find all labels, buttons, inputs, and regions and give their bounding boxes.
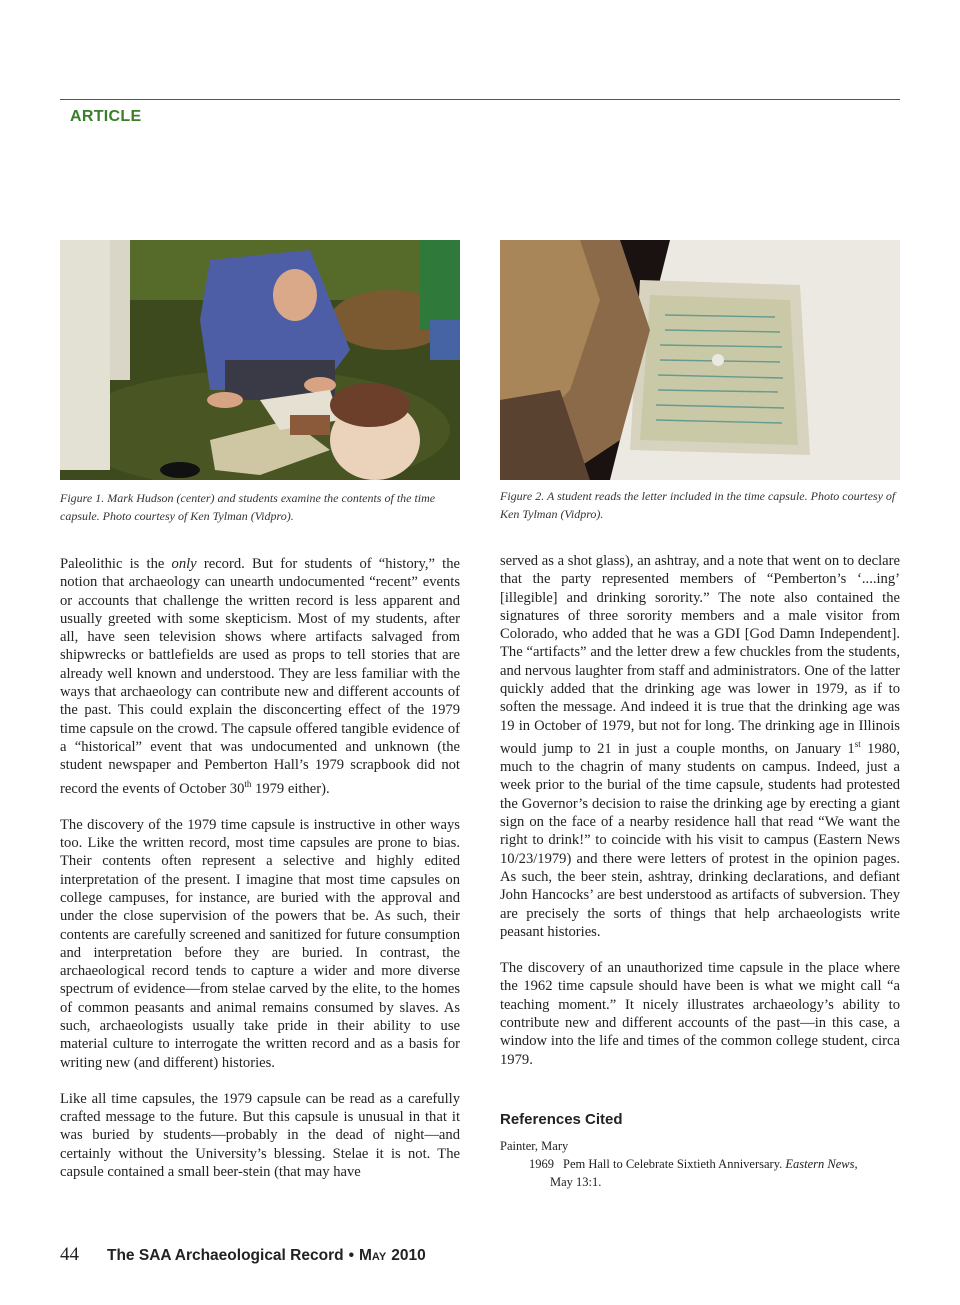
paragraph (60, 555, 460, 798)
paragraph-text: record. But for students of “history,” the notion that archaeology can unearth undocumented “recent” events or accounts that challenge the written record is less apparent and usually greeted with some skepticism. Most of my students, after all, have seen television shows where artifacts salvaged from shipwrecks or battlefields are used as props to tell stories that are already well known and understood. They are less familiar with the ways that archaeology can contribute new and different accounts of the past. This could explain the disconcerting effect of the 1979 time capsule on the crowd. The capsule offered tangible evidence of a “historical” event that was undocumented and unknown (the student newspaper and Pemberton Hall’s 1979 scrapbook did not record the events of October 30 (60, 556, 460, 797)
figure-2-photo (500, 240, 900, 480)
reference-entry (529, 1155, 900, 1173)
paragraph (500, 552, 900, 941)
reference-journal: Eastern News, (785, 1157, 858, 1171)
paragraph: Like all time capsules, the 1979 capsule can be read as a carefully crafted message to the future. But this capsule is unusual in that it was buried by students—probably in the dead of night—and certainly without the University’s blessing. Stelae it is not. The capsule contained a small beer-stein (that may have (60, 1090, 460, 1181)
ordinal-superscript: st (854, 738, 861, 749)
journal-title: The SAA Archaeological Record (107, 1247, 344, 1264)
paragraph-text: Paleolithic is the (60, 556, 172, 572)
paragraph-text: served as a shot glass), an ashtray, and a note that went on to declare that the party represented members of “Pemberton’s ‘....ing’ [illegible] and drinking sorority.” The note also contained the signatures of three sorority members and a male visitor from Colorado, who added that he was a GDI [God Damn Independent]. The “artifacts” and the letter drew a few chuckles from the students, and nervous laughter from staff and administrators. One of the latter quickly added that the drinking age was lower in 1979, as if to soften the message. And indeed it is true that the drinking age was 19 in October of 1979, but not for long. The drinking age in Illinois would jump to 21 in just a couple months, on January 1 (500, 553, 900, 757)
section-label: ARTICLE (70, 108, 142, 125)
right-column (500, 552, 900, 1069)
paragraph: The discovery of the 1979 time capsule is instructive in other ways too. Like the written record, most time capsules are prone to bias. Their contents often represent a selective and highly edited interpretation of the present. I imagine that most time capsules on college campuses, for instance, are buried with the approval and under the close supervision of the powers that be. As such, their contents are carefully screened and sanitized for future consumption and interpretation before they are buried. In contrast, the archaeological record tends to capture a wider and more diverse spectrum of evidence—from stelae carved by the elite, to the homes of common peasants and animal remains consumed by slaves. As such, archaeologists usually take pride in their ability to use material culture to interrogate the written record and as a basis for writing new (and different) histories. (60, 816, 460, 1071)
paragraph-text: 1980, much to the chagrin of many students on campus. Indeed, just a week prior to the burial of the time capsule, students had protested the Governor’s decision to raise the drinking age by erecting a giant sign on the face of a nearby residence hall that read “We want the right to drink!” to coincide with his visit to campus (Eastern News 10/23/1979) and there were letters of protest in the opinion pages. As such, the beer stein, ashtray, drinking declarations, and defiant John Hancocks’ are best understood as artifacts of subversion. They are precisely the sorts of things that help archaeologists write peasant histories. (500, 740, 901, 940)
ordinal-superscript: th (244, 778, 252, 789)
figure-1-photo (60, 240, 460, 480)
page-footer (60, 1244, 426, 1266)
footer-bullet: • (348, 1247, 355, 1264)
figure-2-caption: Figure 2. A student reads the letter included in the time capsule. Photo courtesy of Ken Tylman (Vidpro). (500, 489, 896, 521)
references-heading: References Cited (500, 1111, 623, 1128)
header-rule (60, 99, 900, 100)
issue-year: 2010 (391, 1247, 426, 1264)
reference-citation (553, 1155, 858, 1173)
reference-year: 1969 (529, 1157, 554, 1171)
references-list (500, 1137, 900, 1191)
emphasis-only: only (171, 556, 197, 572)
figure-1-caption: Figure 1. Mark Hudson (center) and students examine the contents of the time capsule. Photo courtesy of Ken Tylman (Vidpro). (60, 491, 436, 523)
reference-author: Painter, Mary (500, 1139, 569, 1153)
paragraph: The discovery of an unauthorized time capsule in the place where the 1962 time capsule should have been is what we might call “a teaching moment.” It nicely illustrates archaeology’s ability to contribute new and different accounts of the past—in this case, a window into the life and times of the common college student, circa 1979. (500, 960, 900, 1068)
left-column (60, 555, 460, 1181)
reference-title: Pem Hall to Celebrate Sixtieth Anniversary. (563, 1157, 783, 1171)
paragraph-text: 1979 either). (251, 780, 330, 797)
reference-location: May 13:1. (550, 1175, 602, 1189)
page-number: 44 (60, 1244, 79, 1265)
issue-month: May (359, 1247, 387, 1264)
